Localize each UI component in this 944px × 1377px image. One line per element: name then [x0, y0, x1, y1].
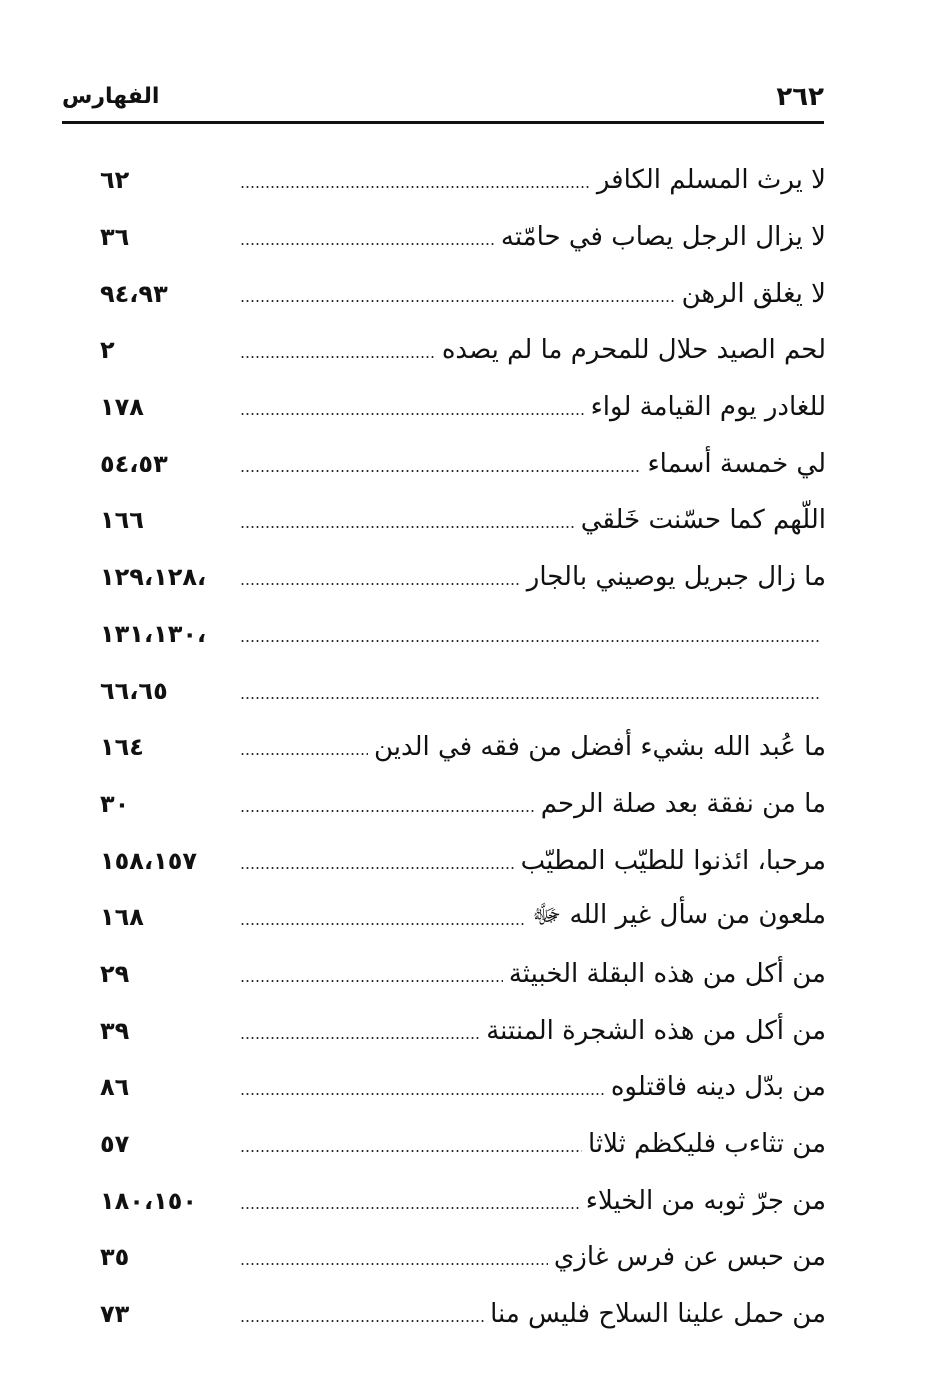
dot-leader: [240, 413, 585, 415]
index-entry: [100, 322, 826, 379]
dot-leader: [240, 243, 495, 245]
header-rule: [62, 121, 824, 124]
dot-leader: [240, 1263, 548, 1265]
dot-leader: [240, 753, 368, 755]
entry-text: لا يغلق الرهن: [681, 278, 826, 309]
entry-text: لا يرث المسلم الكافر: [596, 165, 826, 196]
dot-leader: [240, 697, 820, 699]
entry-text: من جرّ ثوبه من الخيلاء: [585, 1185, 826, 1216]
index-list: [100, 152, 826, 1342]
entry-text: من حبس عن فرس غازي: [553, 1242, 826, 1273]
dot-leader: [240, 470, 641, 472]
entry-text: اللّهم كما حسّنت خَلقي: [580, 505, 826, 536]
index-entry: [100, 492, 826, 549]
index-entry: [100, 1172, 826, 1229]
index-entry: [100, 946, 826, 1003]
entry-text: ملعون من سأل غير الله ﷻ: [531, 900, 826, 931]
entry-page-numbers: ٢٩: [100, 959, 130, 988]
entry-page-numbers: ٣٦: [100, 223, 130, 252]
entry-text: ما من نفقة بعد صلة الرحم: [540, 788, 826, 819]
dot-leader: [240, 526, 575, 528]
dot-leader: [240, 867, 515, 869]
index-entry: [100, 152, 826, 209]
entry-page-numbers: ٣٩: [100, 1016, 130, 1045]
entry-text: للغادر يوم القيامة لواء: [590, 392, 826, 423]
entry-page-numbers: ٦٢: [100, 166, 130, 195]
entry-text: مرحبا، ائذنوا للطيّب المطيّب: [520, 845, 826, 876]
dot-leader: [240, 1207, 580, 1209]
index-entry: [100, 379, 826, 436]
entry-page-numbers: ٣٠: [100, 789, 130, 818]
entry-page-numbers: ١٦٦: [100, 506, 144, 535]
entry-page-numbers: ٦٦،٦٥: [100, 676, 168, 705]
section-title: الفهارس: [62, 84, 160, 109]
entry-text: من أكل من هذه الشجرة المنتنة: [486, 1015, 826, 1046]
dot-leader: [240, 583, 521, 585]
index-entry: [100, 606, 826, 663]
entry-text: من حمل علينا السلاح فليس منا: [490, 1299, 826, 1330]
entry-page-numbers: ١٦٨: [100, 903, 144, 932]
index-entry: [100, 549, 826, 606]
dot-leader: [240, 356, 436, 358]
entry-text: ما زال جبريل يوصيني بالجار: [526, 562, 826, 593]
index-entry: [100, 1059, 826, 1116]
dot-leader: [240, 186, 591, 188]
index-entry: [100, 435, 826, 492]
entry-page-numbers: ٥٧: [100, 1130, 130, 1159]
dot-leader: [240, 1037, 480, 1039]
index-entry: [100, 1229, 826, 1286]
entry-page-numbers: ١٦٤: [100, 733, 144, 762]
entry-text: لي خمسة أسماء: [647, 448, 826, 479]
index-entry: [100, 209, 826, 266]
dot-leader: [240, 980, 503, 982]
entry-page-numbers: ٨٦: [100, 1073, 130, 1102]
index-entry: [100, 1116, 826, 1173]
entry-page-numbers: ٣٥: [100, 1243, 130, 1272]
entry-text: من تثاءب فليكظم ثلاثا: [588, 1129, 826, 1160]
entry-page-numbers: ١٥٨،١٥٧: [100, 846, 198, 875]
index-entry: [100, 776, 826, 833]
entry-text: لحم الصيد حلال للمحرم ما لم يصده: [441, 335, 826, 366]
entry-page-numbers: ١٨٠،١٥٠: [100, 1186, 198, 1215]
dot-leader: [240, 1320, 484, 1322]
page-number: ٢٦٢: [776, 82, 824, 112]
dot-leader: [240, 1150, 582, 1152]
dot-leader: [240, 810, 535, 812]
entry-text: ما عُبد الله بشيء أفضل من فقه في الدين: [373, 732, 826, 763]
entry-text: من بدّل دينه فاقتلوه: [610, 1072, 826, 1103]
dot-leader: [240, 300, 676, 302]
entry-text: لا يزال الرجل يصاب في حامّته: [500, 222, 826, 253]
dot-leader: [240, 923, 526, 925]
entry-page-numbers: ٥٤،٥٣: [100, 449, 168, 478]
index-entry: [100, 265, 826, 322]
entry-page-numbers: ١٣١،١٣٠،: [100, 619, 207, 648]
index-entry: [100, 1002, 826, 1059]
entry-page-numbers: ٢: [100, 336, 115, 365]
entry-page-numbers: ٧٣: [100, 1300, 130, 1329]
entry-page-numbers: ١٢٩،١٢٨،: [100, 563, 207, 592]
index-entry: [100, 832, 826, 889]
index-entry: [100, 719, 826, 776]
entry-page-numbers: ١٧٨: [100, 393, 144, 422]
dot-leader: [240, 1093, 605, 1095]
entry-page-numbers: ٩٤،٩٣: [100, 279, 168, 308]
dot-leader: [240, 640, 820, 642]
index-entry: [100, 1286, 826, 1343]
index-entry: [100, 662, 826, 719]
entry-text: من أكل من هذه البقلة الخبيثة: [508, 958, 826, 989]
index-entry: [100, 889, 826, 946]
page-header: [62, 80, 824, 120]
